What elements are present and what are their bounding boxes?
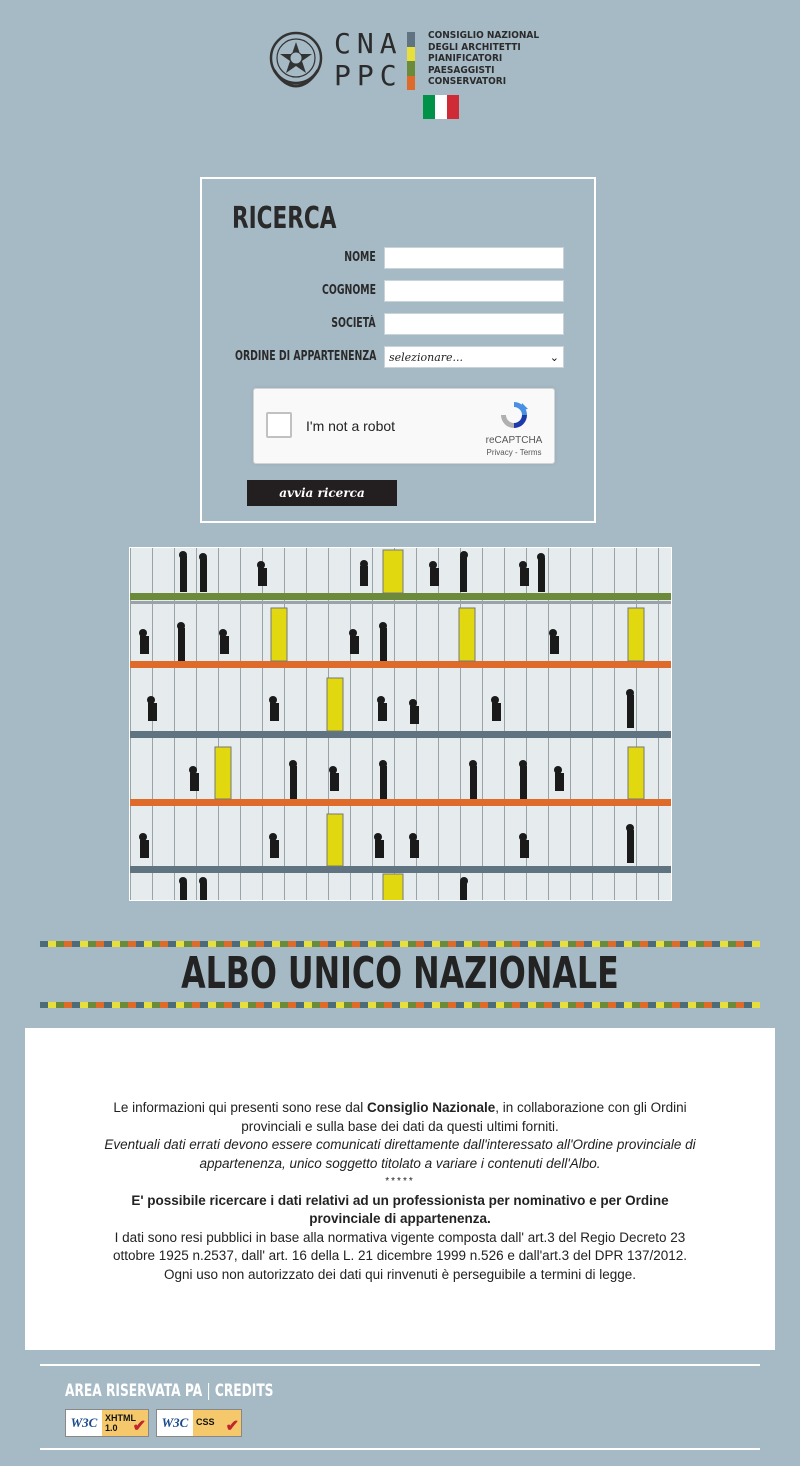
facade-illustration (130, 548, 672, 901)
info-paragraph-4: I dati sono resi pubblici in base alla normativa vigente composta dall' art.3 del Regio Decreto 23 ottobre 1925 n.2537, dall' art. 16 della L. 21 dicembre 1999 n.526 e dall'art.3 del DPR 137/2012. (112, 1229, 688, 1263)
recaptcha-label: I'm not a robot (306, 418, 396, 434)
info-paragraph-3: E' possibile ricercare i dati relativi ad un professionista per nominativo e per Ordine provinciale di appartenenza. (131, 1192, 669, 1226)
w3c-logo-icon: W3C (157, 1410, 193, 1436)
albo-title: ALBO UNICO NAZIONALE (181, 948, 619, 999)
checkmark-icon: ✔ (132, 1418, 146, 1435)
links-separator: - (512, 448, 520, 457)
recaptcha-widget (253, 388, 555, 464)
societa-label: SOCIETÀ (331, 316, 376, 331)
w3c-logo-icon: W3C (66, 1410, 102, 1436)
search-title: RICERCA (232, 201, 337, 236)
footer-separator: | (206, 1381, 211, 1401)
info-paragraph-1: Le informazioni qui presenti sono rese dal Consiglio Nazionale, in collaborazione con gli Ordini provinciali e sulla base dei dati da questi ultimi forniti. (113, 1100, 687, 1134)
societa-row (202, 313, 598, 337)
ordine-label: ORDINE DI APPARTENENZA (234, 349, 376, 364)
css-badge-label: CSS ✔ (193, 1410, 241, 1436)
nome-row (202, 247, 598, 271)
w3c-css-badge[interactable] (156, 1409, 242, 1437)
chevron-down-icon: ⌄ (549, 350, 559, 364)
info-panel (25, 1028, 775, 1350)
cognome-input[interactable] (384, 280, 564, 302)
logo-bar (407, 61, 415, 76)
cognome-row (202, 280, 598, 304)
w3c-xhtml-badge[interactable] (65, 1409, 149, 1437)
recaptcha-logo-icon (498, 399, 530, 431)
privacy-link[interactable]: Privacy (486, 448, 513, 457)
footer-top-divider (40, 1364, 760, 1366)
recaptcha-links (474, 448, 554, 457)
info-paragraph-2: Eventuali dati errati devono essere comunicati direttamente dall'interessato all'Ordine provinciale di appartenenza, unico soggetto titolato a variare i contenuti dell'Albo. (104, 1137, 696, 1171)
credits-link[interactable]: CREDITS (214, 1381, 274, 1401)
council-name: CONSIGLIO NAZIONAL DEGLI ARCHITETTI PIANIFICATORI PAESAGGISTI CONSERVATORI (428, 30, 540, 87)
cognome-label: COGNOME (321, 283, 376, 298)
footer-bottom-divider (40, 1448, 760, 1450)
logo-bar (407, 76, 415, 91)
xhtml-badge-label: XHTML 1.0 ✔ (102, 1410, 148, 1436)
info-separator: ***** (385, 1176, 415, 1187)
title-top-band (40, 941, 760, 947)
logo-bar (407, 47, 415, 62)
info-paragraph-5: Ogni uso non autorizzato dei dati qui rinvenuti è perseguibile a termini di legge. (163, 1266, 637, 1282)
italian-emblem-icon (268, 28, 324, 90)
area-riservata-link[interactable]: AREA RISERVATA PA (65, 1381, 203, 1401)
nome-input[interactable] (384, 247, 564, 269)
info-text (95, 1099, 705, 1284)
terms-link[interactable]: Terms (519, 448, 542, 457)
logo-color-bars (407, 32, 415, 90)
cnappc-logo[interactable] (268, 26, 538, 122)
footer-links (65, 1381, 355, 1401)
recaptcha-brand: reCAPTCHA (485, 435, 543, 446)
ordine-selected-value: selezionare... (389, 350, 464, 364)
ordine-row (202, 346, 598, 370)
societa-input[interactable] (384, 313, 564, 335)
nome-label: NOME (344, 250, 376, 265)
logo-bar (407, 32, 415, 47)
recaptcha-checkbox[interactable] (266, 412, 292, 438)
logo-acronym: CNA PPC (334, 27, 403, 92)
search-submit-button[interactable]: avvia ricerca (247, 480, 397, 506)
search-form (200, 177, 596, 523)
title-bottom-band (40, 1002, 760, 1008)
building-facade-image (129, 547, 672, 901)
italian-flag-icon (423, 95, 459, 119)
ordine-select[interactable] (384, 346, 564, 368)
checkmark-icon: ✔ (225, 1418, 239, 1435)
